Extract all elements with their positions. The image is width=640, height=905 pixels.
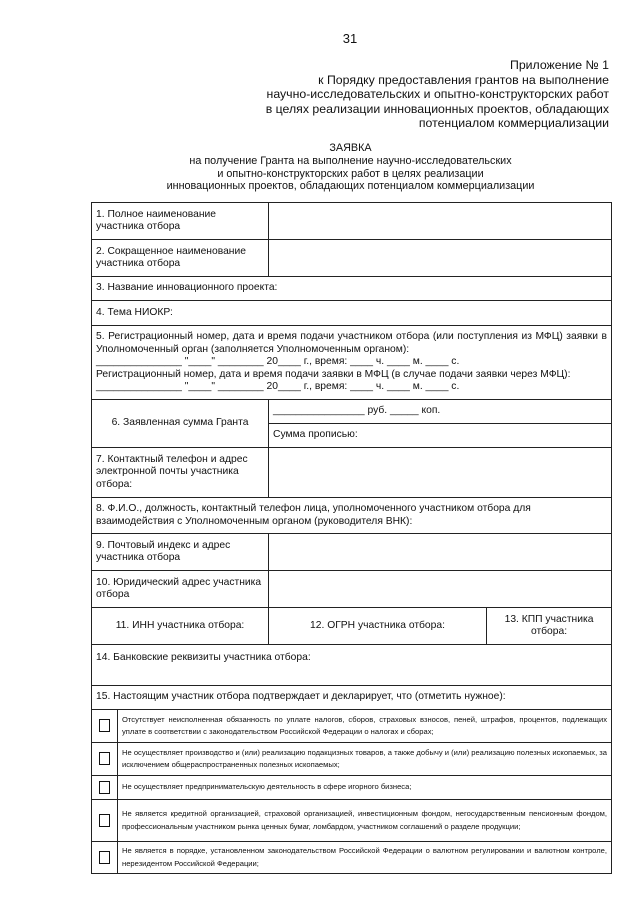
document-heading	[0, 142, 640, 193]
registration-fill-authority[interactable]: _______________ "____" ________ 20____ г., время: ____ ч. ____ м. ____ с.	[96, 356, 460, 368]
postal-address-label: 9. Почтовый индекс и адрес участника отбора	[92, 534, 269, 571]
registration-fill-mfc[interactable]: _______________ "____" ________ 20____ г., время: ____ ч. ____ м. ____ с.	[96, 381, 460, 393]
checkbox[interactable]	[99, 851, 110, 864]
declaration-checkbox-cell	[92, 800, 118, 842]
appendix-line: в целях реализации инновационных проектов, обладающих	[265, 101, 609, 116]
postal-address-field[interactable]	[269, 534, 612, 571]
row-authorized-person[interactable]	[92, 498, 612, 534]
declaration-text: Отсутствует неисполненная обязанность по уплате налогов, сборов, страховых взносов, пеней, штрафов, процентов, подлежащих уплате в соответствии с законодательством Российской Федерации о налогах и сборах;	[118, 710, 612, 743]
short-name-label: 2. Сокращенное наименование участника отбора	[92, 240, 269, 277]
document-subtitle-line: на получение Гранта на выполнение научно-исследовательских	[189, 154, 512, 167]
declaration-row	[92, 776, 612, 800]
grant-amount-words-field[interactable]: Сумма прописью:	[269, 424, 612, 448]
document-title: ЗАЯВКА	[329, 142, 372, 154]
row-full-name	[92, 203, 612, 240]
declaration-text: Не осуществляет предпринимательскую деятельность в сфере игорного бизнеса;	[118, 776, 612, 800]
legal-address-label: 10. Юридический адрес участника отбора	[92, 571, 269, 608]
registration-cell	[92, 326, 612, 400]
row-contacts	[92, 448, 612, 498]
row-registry-ids	[92, 608, 612, 645]
rd-topic-label: 4. Тема НИОКР:	[92, 301, 612, 326]
row-rd-topic[interactable]	[92, 301, 612, 326]
appendix-line: к Порядку предоставления грантов на выполнение	[318, 72, 609, 87]
row-postal-address	[92, 534, 612, 571]
row-grant-amount	[92, 400, 612, 424]
application-form-table	[91, 202, 612, 874]
declaration-header: 15. Настоящим участник отбора подтверждает и декларирует, что (отметить нужное):	[92, 686, 612, 710]
appendix-line: потенциалом коммерциализации	[418, 116, 609, 131]
grant-amount-field[interactable]: ________________ руб. _____ коп.	[269, 400, 612, 424]
row-legal-address	[92, 571, 612, 608]
grant-amount-label: 6. Заявленная сумма Гранта	[92, 400, 269, 448]
authorized-person-label: 8. Ф.И.О., должность, контактный телефон лица, уполномоченного участником отбора для взаимодействия с Уполномоченным органом (руководителя ВНК):	[92, 498, 612, 534]
kpp-label[interactable]: 13. КПП участника отбора:	[487, 608, 612, 645]
registration-text-authority: 5. Регистрационный номер, дата и время подачи участником отбора (или поступления из МФЦ) заявки в Уполномоченный орган (заполняется Уполномоченным органом):	[96, 331, 608, 355]
row-registration	[92, 326, 612, 400]
page-number: 31	[342, 31, 358, 46]
full-name-field[interactable]	[269, 203, 612, 240]
declaration-row	[92, 743, 612, 776]
contacts-field[interactable]	[269, 448, 612, 498]
row-short-name	[92, 240, 612, 277]
declaration-row	[92, 710, 612, 743]
declaration-text: Не является в порядке, установленном законодательством Российской Федерации о валютном регулировании и валютном контроле, нерезидентом Российской Федерации;	[118, 842, 612, 874]
appendix-header	[266, 58, 609, 131]
declaration-row	[92, 800, 612, 842]
project-name-label: 3. Название инновационного проекта:	[92, 277, 612, 301]
row-bank-details[interactable]	[92, 645, 612, 686]
inn-label[interactable]: 11. ИНН участника отбора:	[92, 608, 269, 645]
row-declaration-header	[92, 686, 612, 710]
registration-text-mfc: Регистрационный номер, дата и время подачи заявки в МФЦ (в случае подачи заявки через МФЦ):	[96, 368, 571, 380]
legal-address-field[interactable]	[269, 571, 612, 608]
document-subtitle-line: и опытно-конструкторских работ в целях реализации	[217, 167, 484, 180]
bank-details-label: 14. Банковские реквизиты участника отбора:	[92, 645, 612, 686]
checkbox[interactable]	[99, 781, 110, 794]
declaration-checkbox-cell	[92, 710, 118, 743]
checkbox[interactable]	[99, 719, 110, 732]
appendix-line: Приложение № 1	[510, 58, 609, 72]
declaration-checkbox-cell	[92, 842, 118, 874]
declaration-row	[92, 842, 612, 874]
appendix-line: научно-исследовательских и опытно-конструкторских работ	[266, 87, 609, 102]
declaration-text: Не является кредитной организацией, страховой организацией, инвестиционным фондом, негосударственным пенсионным фондом, профессиональным участником рынка ценных бумаг, ломбардом, участником соглашений о разделе продукции;	[118, 800, 612, 842]
declaration-text: Не осуществляет производство и (или) реализацию подакцизных товаров, а также добычу и (или) реализацию полезных ископаемых, за исключением общераспространенных полезных ископаемых;	[118, 743, 612, 776]
short-name-field[interactable]	[269, 240, 612, 277]
contacts-label: 7. Контактный телефон и адрес электронной почты участника отбора:	[92, 448, 269, 498]
declaration-checkbox-cell	[92, 743, 118, 776]
checkbox[interactable]	[99, 814, 110, 827]
row-project-name[interactable]	[92, 277, 612, 301]
ogrn-label[interactable]: 12. ОГРН участника отбора:	[269, 608, 487, 645]
checkbox[interactable]	[99, 752, 110, 765]
full-name-label: 1. Полное наименование участника отбора	[92, 203, 269, 240]
document-subtitle-line: инновационных проектов, обладающих потенциалом коммерциализации	[166, 180, 535, 193]
declaration-checkbox-cell	[92, 776, 118, 800]
